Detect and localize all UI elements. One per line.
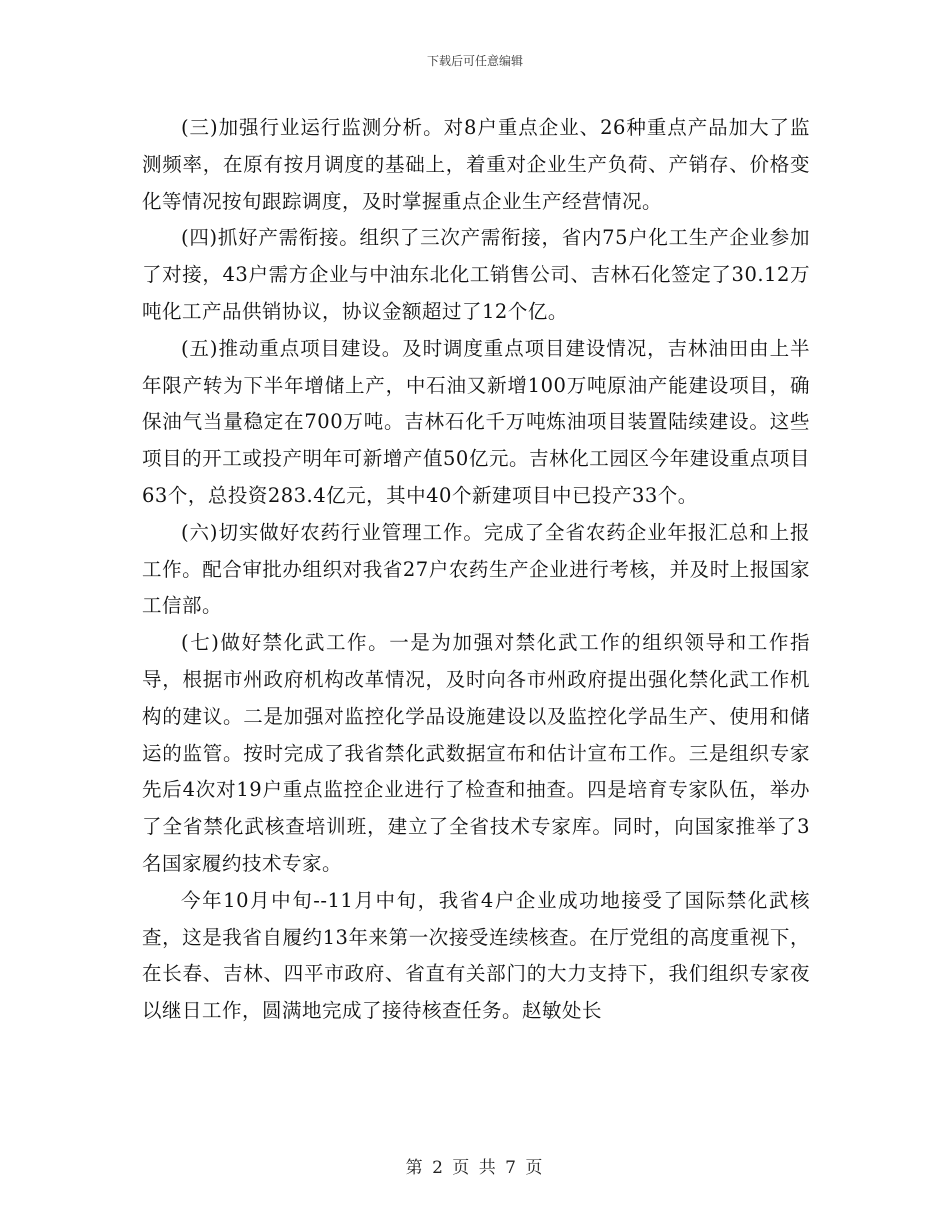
paragraph-inspection: 今年10月中旬--11月中旬，我省4户企业成功地接受了国际禁化武核查，这是我省自履约13年来第一次接受连续核查。在厅党组的高度重视下，在长春、吉林、四平市政府、省直有关部门的大力支持下，我们组织专家夜以继日工作，圆满地完成了接待核查任务。赵敏处长 xyxy=(142,888,810,1023)
paragraph-6-pesticides: (六)切实做好农药行业管理工作。完成了全省农药企业年报汇总和上报工作。配合审批办组织对我省27户农药生产企业进行考核，并及时上报国家工信部。 xyxy=(142,520,810,618)
paragraph-5-key-projects: (五)推动重点项目建设。及时调度重点项目建设情况，吉林油田由上半年限产转为下半年增储上产，中石油又新增100万吨原油产能建设项目，确保油气当量稳定在700万吨。吉林石化千万吨炼油项目装置陆续建设。这些项目的开工或投产明年可新增产值50亿元。吉林化工园区今年建设重点项目63个，总投资283.4亿元，其中40个新建项目中已投产33个。 xyxy=(142,336,810,507)
paragraph-3-monitoring: (三)加强行业运行监测分析。对8户重点企业、26种重点产品加大了监测频率，在原有按月调度的基础上，着重对企业生产负荷、产销存、价格变化等情况按旬跟踪调度，及时掌握重点企业生产经营情况。 xyxy=(142,116,810,213)
document-body xyxy=(142,110,810,1030)
paragraph-4-supply-demand: (四)抓好产需衔接。组织了三次产需衔接，省内75户化工生产企业参加了对接，43户需方企业与中油东北化工销售公司、吉林石化签定了30.12万吨化工产品供销协议，协议金额超过了12个亿。 xyxy=(142,226,810,323)
page-footer: 第 2 页 共 7 页 xyxy=(405,1158,545,1178)
page-header: 下载后可任意编辑 xyxy=(426,54,523,68)
paragraph-7-chemical-weapons: (七)做好禁化武工作。一是为加强对禁化武工作的组织领导和工作指导，根据市州政府机构改革情况，及时向各市州政府提出强化禁化武工作机构的建议。二是加强对监控化学品设施建设以及监控化学品生产、使用和储运的监管。按时完成了我省禁化武数据宣布和估计宣布工作。三是组织专家先后4次对19户重点监控企业进行了检查和抽查。四是培育专家队伍，举办了全省禁化武核查培训班，建立了全省技术专家库。同时，向国家推举了3名国家履约技术专家。 xyxy=(142,631,810,875)
